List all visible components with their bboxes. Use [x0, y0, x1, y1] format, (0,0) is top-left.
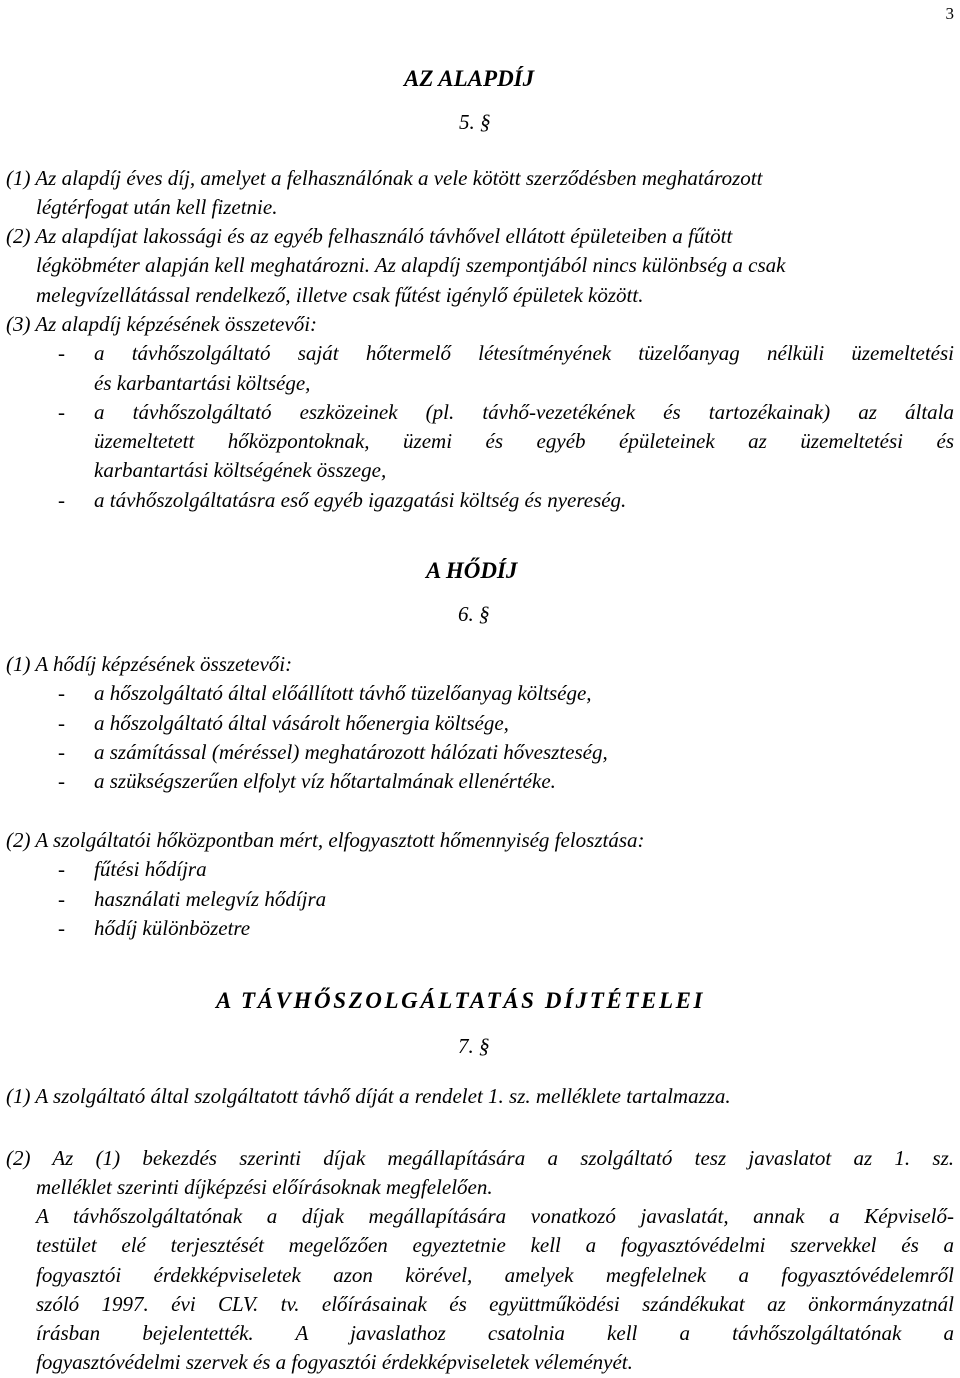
text-line: melegvízellátással rendelkező, illetve csak fűtést igénylő épületek között. — [36, 282, 644, 307]
text-line: a hőszolgáltató által előállított távhő tüzelőanyag költsége, — [94, 681, 592, 706]
text-line: a hőszolgáltató által vásárolt hőenergia költsége, — [94, 710, 509, 735]
section-5: 5. § — [459, 110, 491, 134]
dijtetelei-paragraph-1 — [6, 1082, 954, 1111]
list-dash: - — [58, 857, 65, 882]
dijtetelei-paragraph-2 — [6, 1144, 954, 1203]
text-line: a szükségszerűen elfolyt víz hőtartalmának ellenértéke. — [94, 769, 556, 794]
list-dash: - — [58, 769, 65, 794]
section-7: 7. § — [458, 1034, 490, 1058]
text-line: (2) Az alapdíjat lakossági és az egyéb felhasználó távhővel ellátott épületeiben a fűtött — [6, 224, 733, 248]
text-line: karbantartási költségének összege, — [94, 458, 387, 483]
text-line: légköbméter alapján kell meghatározni. Az alapdíj szempontjából nincs különbség a csak — [36, 253, 786, 278]
list-dash: - — [58, 341, 65, 366]
list-item — [6, 855, 954, 884]
text-line: szóló 1997. évi CLV. tv. előírásainak és együttműködési szándékukat az önkormányzatnál — [36, 1291, 954, 1316]
text-line: testület elé terjesztését megelőzően egyeztetnie kell a fogyasztóvédelmi szervekkel és a — [36, 1233, 954, 1258]
list-dash: - — [58, 399, 65, 424]
text-line: a számítással (méréssel) meghatározott hálózati hőveszteség, — [94, 739, 608, 764]
text-line: a távhőszolgáltató saját hőtermelő létesítményének tüzelőanyag nélküli üzemeltetési — [94, 341, 954, 366]
text-line: üzemeltetett hőközpontoknak, üzemi és egyéb épületeinek az üzemeltetési és — [94, 429, 954, 454]
list-item — [6, 679, 954, 708]
text-line: (3) Az alapdíj képzésének összetevői: — [6, 312, 318, 336]
heading-alapdij: AZ ALAPDÍJ — [404, 66, 535, 91]
text-line: fogyasztóvédelmi szervek és a fogyasztói érdekképviseletek véleményét. — [36, 1350, 633, 1375]
list-item — [6, 738, 954, 767]
list-dash: - — [58, 886, 65, 911]
text-line: a távhőszolgáltatásra eső egyéb igazgatási költség és nyereség. — [94, 487, 627, 512]
hodij-paragraph-2 — [6, 826, 954, 943]
text-line: (2) Az (1) bekezdés szerinti díjak megállapítására a szolgáltató tesz javaslatot az 1. sz. — [6, 1146, 954, 1170]
list-dash: - — [58, 739, 65, 764]
text-line: (1) Az alapdíj éves díj, amelyet a felhasználónak a vele kötött szerződésben meghatározott — [6, 166, 763, 190]
list-item — [6, 767, 954, 796]
page-number: 3 — [945, 4, 954, 23]
list-item — [6, 486, 954, 515]
list-dash: - — [58, 487, 65, 512]
text-line: fűtési hődíjra — [94, 857, 207, 882]
text-line: írásban bejelentették. A javaslathoz csatolnia kell a távhőszolgáltatónak a — [36, 1321, 954, 1346]
alapdij-paragraph-3 — [6, 310, 954, 515]
text-line: légtérfogat után kell fizetnie. — [36, 195, 278, 220]
list-dash: - — [58, 681, 65, 706]
list-dash: - — [58, 710, 65, 735]
section-6: 6. § — [458, 602, 490, 626]
hodij-paragraph-1 — [6, 650, 954, 796]
text-line: A távhőszolgáltatónak a díjak megállapítására vonatkozó javaslatát, annak a Képviselő- — [36, 1204, 954, 1228]
list-item — [6, 885, 954, 914]
text-line: (1) A szolgáltató által szolgáltatott távhő díját a rendelet 1. sz. melléklete tartalmazza. — [6, 1084, 731, 1108]
text-line: melléklet szerinti díjképzési előírásoknak megfelelően. — [36, 1175, 493, 1200]
list-item — [6, 914, 954, 943]
alapdij-paragraph-2 — [6, 222, 954, 310]
heading-hodij: A HŐDÍJ — [426, 558, 518, 583]
text-line: (1) A hődíj képzésének összetevői: — [6, 652, 293, 676]
list-item — [6, 398, 954, 486]
text-line: a távhőszolgáltató eszközeinek (pl. távhő-vezetékének és tartozékainak) az általa — [94, 399, 954, 424]
text-line: (2) A szolgáltatói hőközpontban mért, elfogyasztott hőmennyiség felosztása: — [6, 828, 645, 852]
list-item — [6, 709, 954, 738]
heading-dijtetelei: A TÁVHŐSZOLGÁLTATÁS DÍJTÉTELEI — [216, 988, 706, 1013]
text-line: fogyasztói érdekképviseletek azon körével, amelyek megfelelnek a fogyasztóvédelemről — [36, 1262, 954, 1287]
dijtetelei-paragraph-3 — [36, 1202, 954, 1378]
list-item — [6, 339, 954, 398]
alapdij-paragraph-1 — [6, 164, 954, 223]
text-line: használati melegvíz hődíjra — [94, 886, 327, 911]
text-line: hődíj különbözetre — [94, 915, 251, 940]
list-dash: - — [58, 915, 65, 940]
text-line: és karbantartási költsége, — [94, 370, 311, 395]
